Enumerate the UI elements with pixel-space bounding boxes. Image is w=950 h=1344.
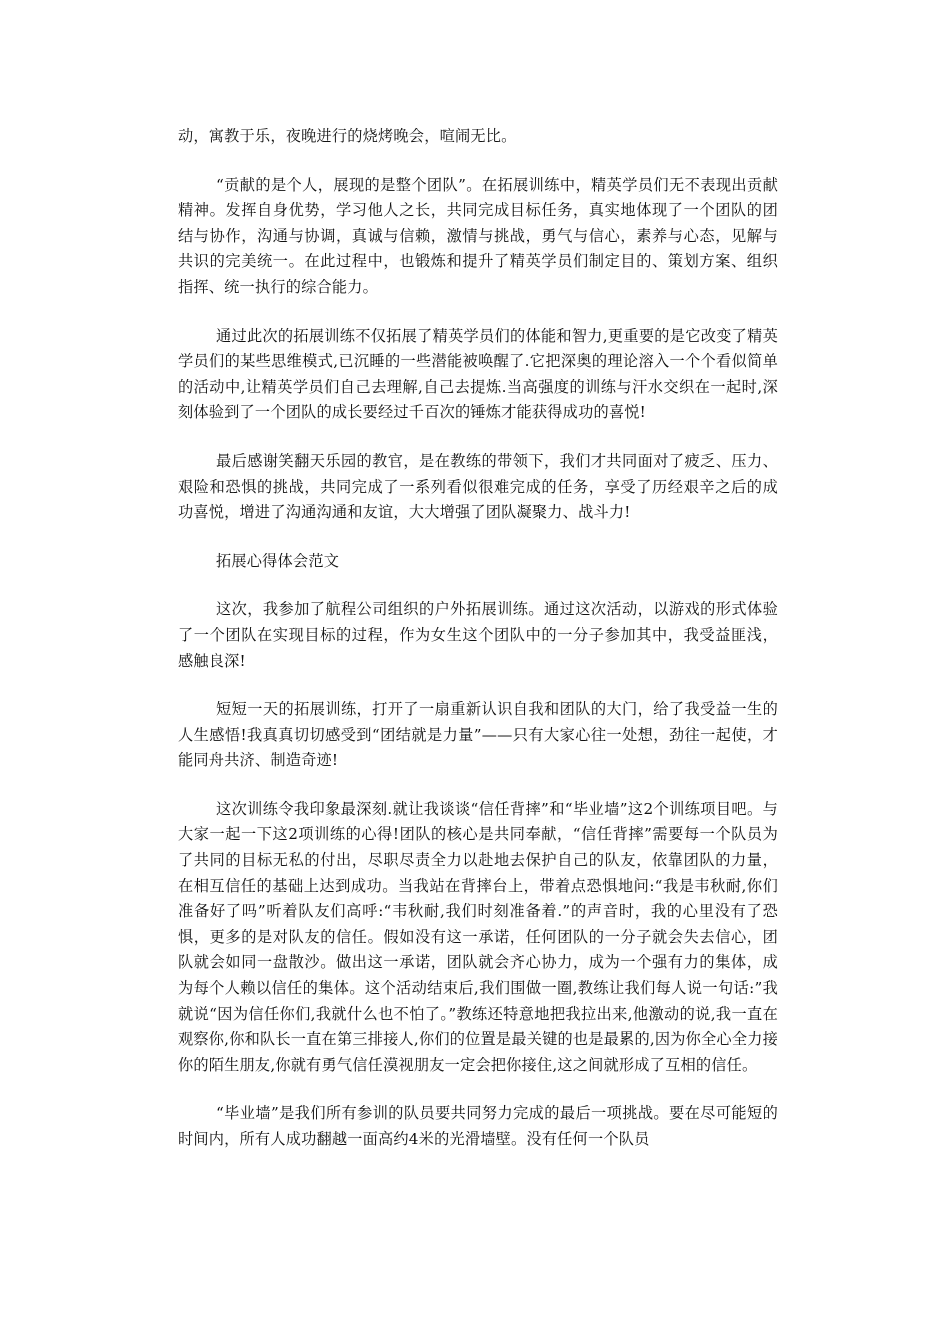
paragraph: 短短一天的拓展训练，打开了一扇重新认识自我和团队的大门，给了我受益一生的人生感悟!我真真切切感受到“团结就是力量”——只有大家心往一处想，劲往一起使，才能同舟共济、制造奇迹! — [178, 700, 778, 770]
paragraph: “毕业墙”是我们所有参训的队员要共同努力完成的最后一项挑战。要在尽可能短的时间内，所有人成功翻越一面高约4米的光滑墙壁。没有任何一个队员 — [178, 1104, 778, 1148]
paragraph: 最后感谢笑翻天乐园的教官，是在教练的带领下，我们才共同面对了疲乏、压力、艰险和恐惧的挑战，共同完成了一系列看似很难完成的任务，享受了历经艰辛之后的成功喜悦，增进了沟通沟通和友谊，大大增强了团队凝聚力、战斗力! — [178, 451, 778, 522]
document-body — [178, 124, 778, 1176]
paragraph: 通过此次的拓展训练不仅拓展了精英学员们的体能和智力,更重要的是它改变了精英学员们的某些思维模式,已沉睡的一些潜能被唤醒了.它把深奥的理论溶入一个个看似简单的活动中,让精英学员们自己去理解,自己去提炼.当高强度的训练与汗水交织在一起时,深刻体验到了一个团队的成长要经过千百次的锤炼才能获得成功的喜悦! — [178, 326, 778, 422]
paragraph: 动，寓教于乐，夜晚进行的烧烤晚会，喧闹无比。 — [178, 127, 517, 145]
paragraph: “贡献的是个人，展现的是整个团队”。在拓展训练中，精英学员们无不表现出贡献精神。发挥自身优势，学习他人之长，共同完成目标任务，真实地体现了一个团队的团结与协作，沟通与协调，真诚与信赖，激情与挑战，勇气与信心，素养与心态，见解与共识的完美统一。在此过程中，也锻炼和提升了精英学员们制定目的、策划方案、组织指挥、统一执行的综合能力。 — [178, 175, 778, 296]
section-heading: 拓展心得体会范文 — [216, 551, 340, 570]
paragraph: 这次，我参加了航程公司组织的户外拓展训练。通过这次活动，以游戏的形式体验了一个团队在实现目标的过程，作为女生这个团队中的一分子参加其中，我受益匪浅，感触良深! — [178, 600, 778, 670]
paragraph: 这次训练令我印象最深刻.就让我谈谈“信任背摔”和“毕业墙”这2个训练项目吧。与大家一起一下这2项训练的心得!团队的核心是共同奉献，“信任背摔”需要每一个队员为了共同的目标无私的付出，尽职尽责全力以赴地去保护自己的队友，依靠团队的力量，在相互信任的基础上达到成功。当我站在背摔台上，带着点恐惧地问:“我是韦秋耐,你们准备好了吗”听着队友们高呼:“韦秋耐,我们时刻准备着.”的声音时，我的心里没有了恐惧，更多的是对队友的信任。假如没有这一承诺，任何团队的一分子就会失去信心，团队就会如同一盘散沙。做出这一承诺，团队就会齐心协力，成为一个强有力的集体，成为每个人赖以信任的集体。这个活动结束后,我们围做一圈,教练让我们每人说一句话:”我就说“因为信任你们,我就什么也不怕了。”教练还特意地把我拉出来,他激动的说,我一直在观察你,你和队长一直在第三排接人,你们的位置是最关键的也是最累的,因为你全心全力接你的陌生朋友,你就有勇气信任漠视朋友一定会把你接住,这之间就形成了互相的信任。 — [178, 799, 778, 1074]
